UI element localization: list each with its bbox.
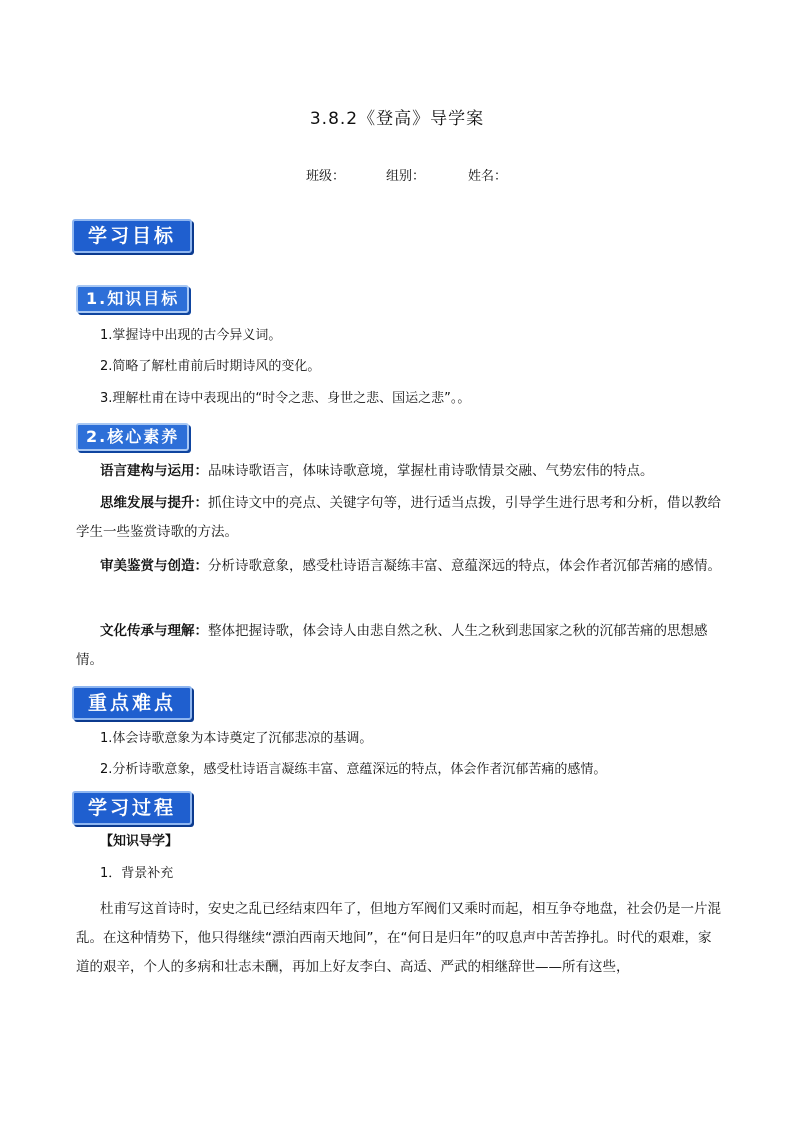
section-key-points: 重点难点: [72, 686, 192, 720]
group-label: 组别：: [386, 169, 426, 184]
literacy-label: 文化传承与理解：: [100, 623, 208, 639]
knowledge-item: 2.简略了解杜甫前后时期诗风的变化。: [100, 359, 321, 374]
knowledge-guide-label: 【知识导学】: [100, 834, 179, 849]
section-study-goals: 学习目标: [72, 219, 192, 253]
literacy-text: 抓住诗文中的亮点、关键字句等，进行适当点拨，引导学生进行思考和分析，借以教给学生一些鉴赏诗歌的方法。: [76, 495, 721, 540]
literacy-label: 审美鉴赏与创造：: [100, 558, 208, 574]
literacy-label: 语言建构与运用：: [100, 463, 208, 479]
subsection-knowledge-goals: 1.知识目标: [76, 285, 189, 313]
name-label: 姓名：: [468, 169, 508, 184]
knowledge-item: 1.掌握诗中出现的古今异义词。: [100, 328, 282, 343]
literacy-paragraph: [76, 552, 724, 581]
subsection-core-literacy: 2.核心素养: [76, 423, 189, 451]
literacy-text: 分析诗歌意象，感受杜诗语言凝练丰富、意蕴深远的特点，体会作者沉郁苦痛的感情。: [208, 558, 721, 574]
class-label: 班级：: [306, 169, 346, 184]
knowledge-item: 3.理解杜甫在诗中表现出的“时令之悲、身世之悲、国运之悲”。。: [100, 391, 471, 406]
background-title: 1．背景补充: [100, 866, 174, 881]
literacy-paragraph: [76, 489, 724, 547]
literacy-text: 品味诗歌语言，体味诗歌意境，掌握杜甫诗歌情景交融、气势宏伟的特点。: [208, 463, 654, 479]
background-paragraph: 杜甫写这首诗时，安史之乱已经结束四年了，但地方军阀们又乘时而起，相互争夺地盘，社会仍是一片混乱。在这种情势下，他只得继续“漂泊西南天地间”，在“何日是归年”的叹息声中苦苦挣扎。时代的艰难，家道的艰辛，个人的多病和壮志未酬，再加上好友李白、高适、严武的相继辞世——所有这些，: [76, 901, 721, 975]
key-item: 2.分析诗歌意象，感受杜诗语言凝练丰富、意蕴深远的特点，体会作者沉郁苦痛的感情。: [100, 762, 607, 777]
section-study-process: 学习过程: [72, 791, 192, 825]
page-title: 3.8.2《登高》导学案: [309, 109, 485, 129]
student-info-row: [306, 165, 507, 184]
literacy-paragraph: [76, 617, 724, 675]
literacy-text: 整体把握诗歌，体会诗人由悲自然之秋、人生之秋到悲国家之秋的沉郁苦痛的思想感情。: [76, 623, 708, 668]
key-item: 1.体会诗歌意象为本诗奠定了沉郁悲凉的基调。: [100, 731, 373, 746]
literacy-label: 思维发展与提升：: [100, 495, 208, 511]
literacy-paragraph: [76, 457, 724, 486]
